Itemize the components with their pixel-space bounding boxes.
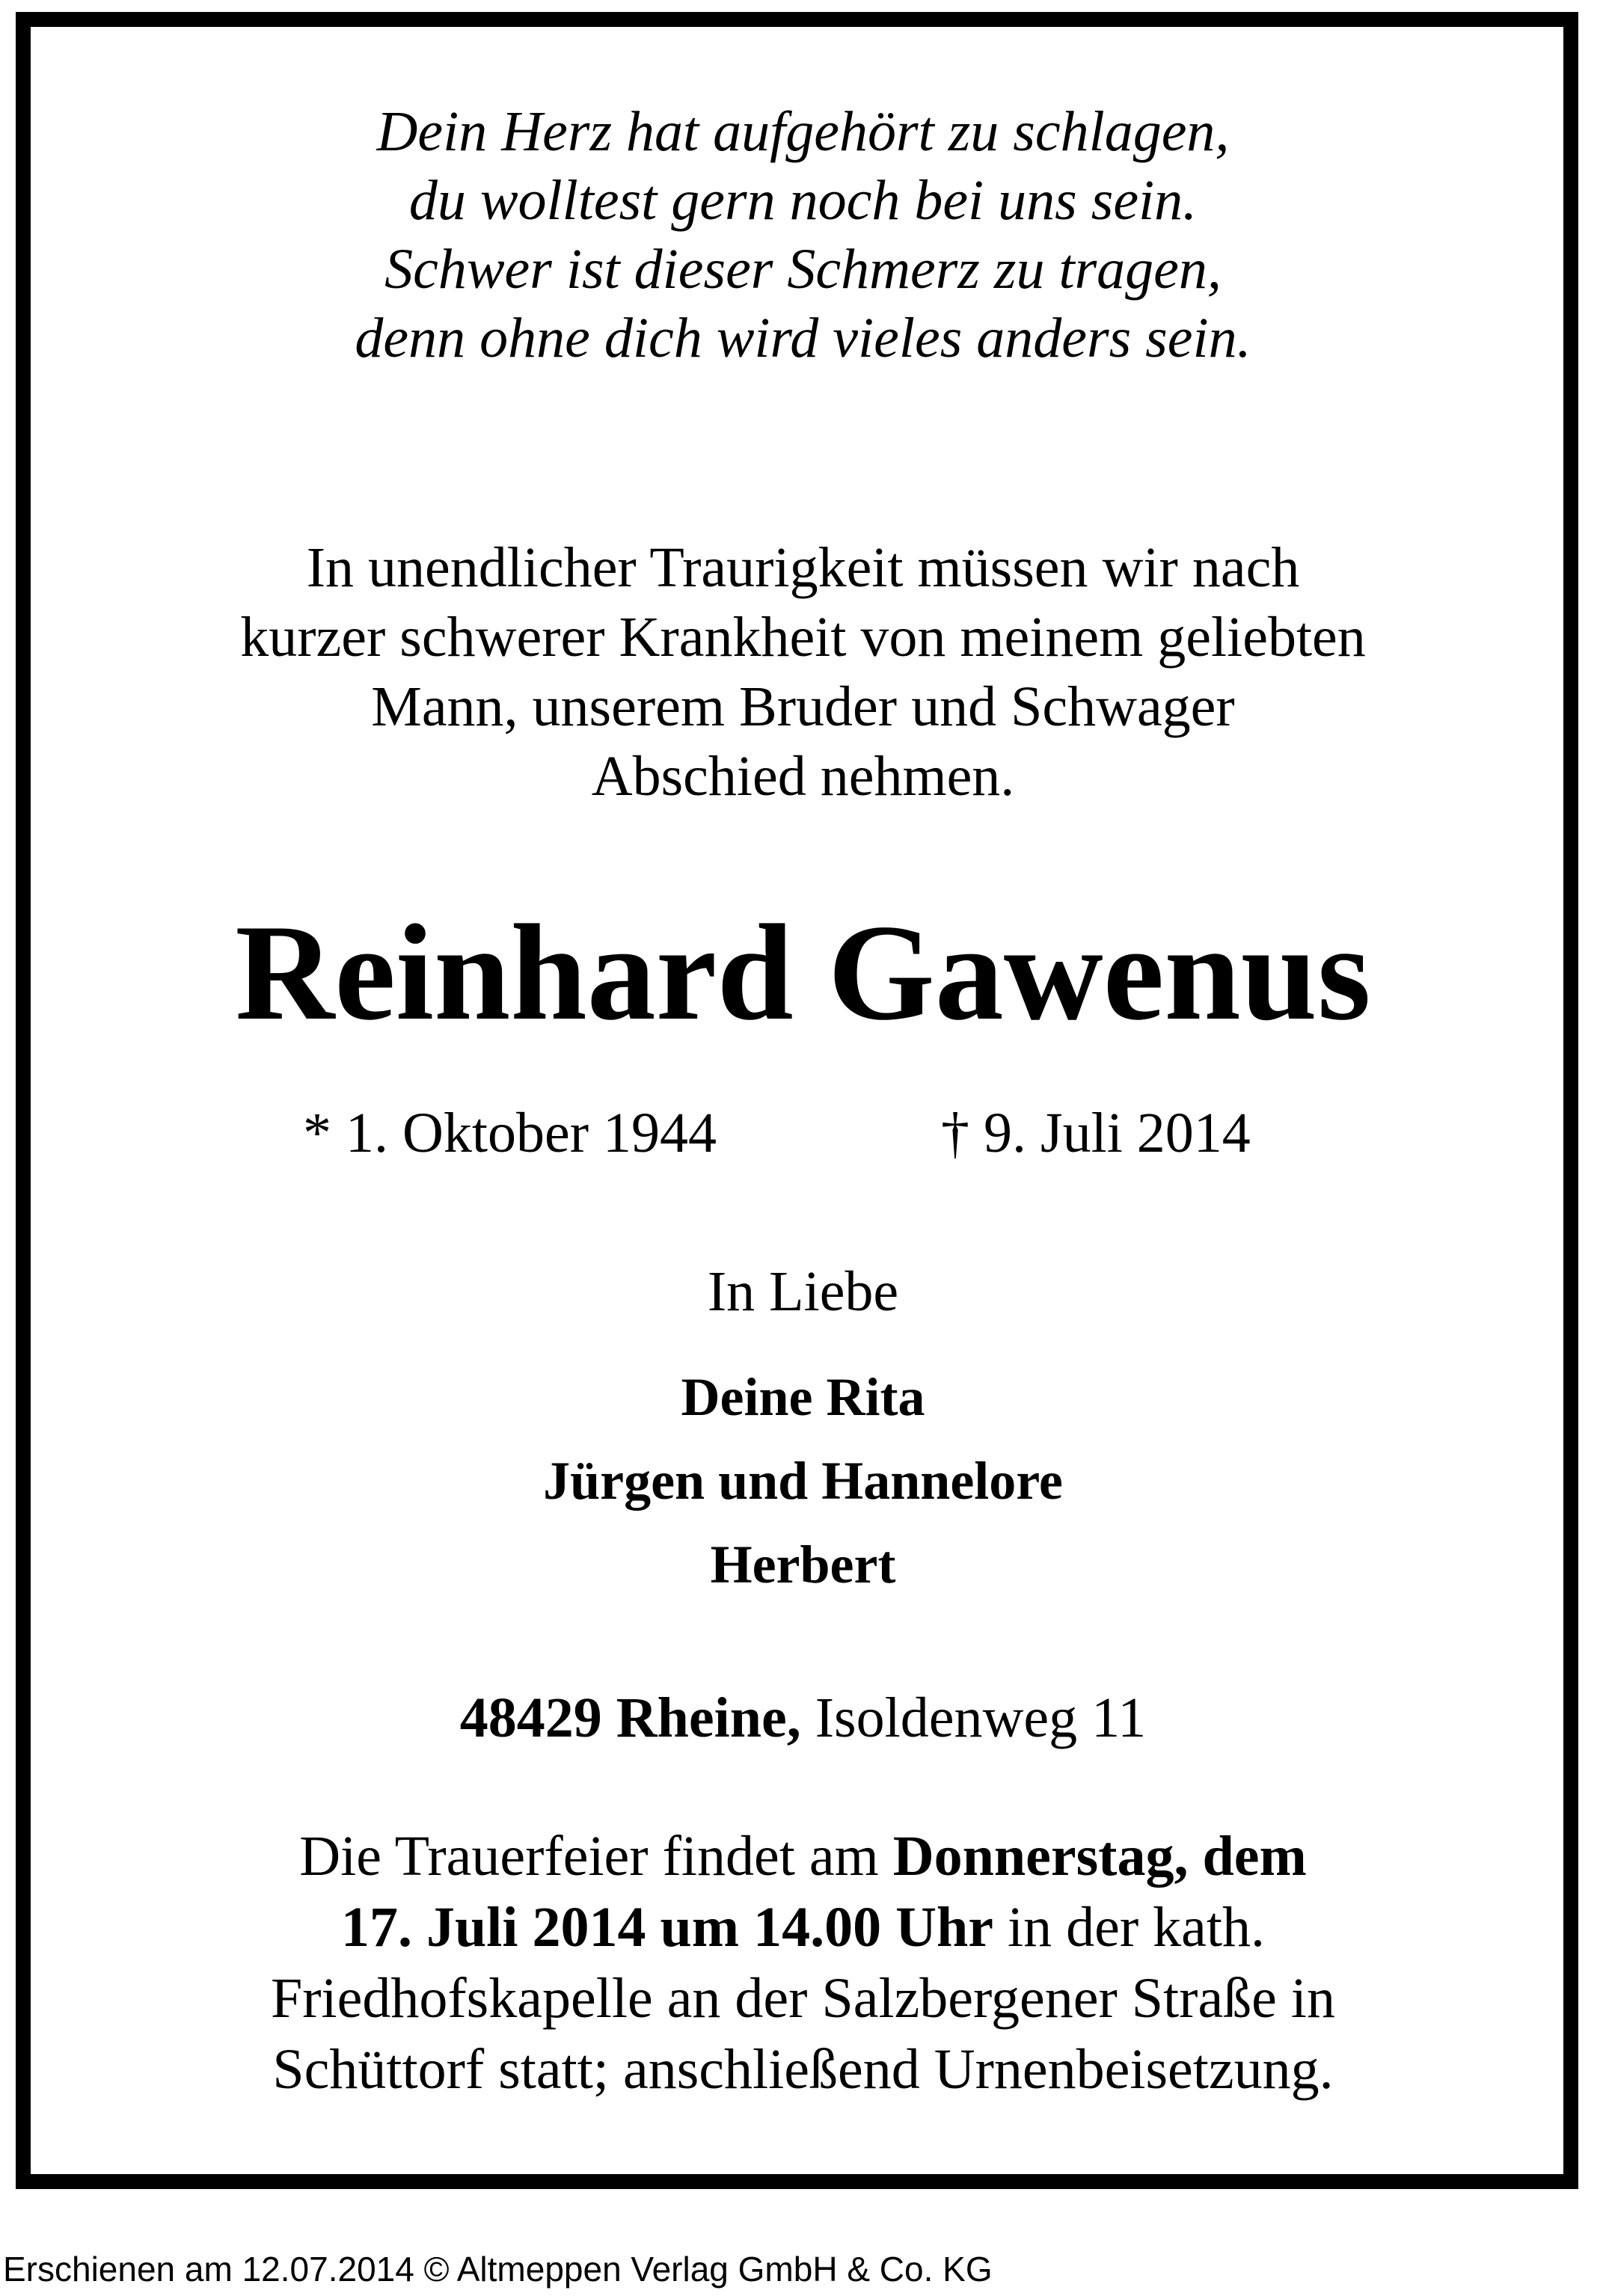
poem-line: Schwer ist dieser Schmerz zu tragen, — [384, 238, 1222, 301]
poem-line: denn ohne dich wird vieles anders sein. — [355, 307, 1251, 369]
service-line-1 — [0, 1821, 1606, 1892]
service-datetime: 17. Juli 2014 um 14.00 Uhr — [341, 1896, 993, 1959]
mourner-name: Deine Rita — [681, 1367, 925, 1427]
deceased-name: Reinhard Gawenus — [235, 896, 1371, 1049]
service-day: Donnerstag, dem — [892, 1825, 1307, 1888]
closing-phrase: In Liebe — [707, 1260, 899, 1323]
poem-line: Dein Herz hat aufgehört zu schlagen, — [376, 100, 1230, 163]
service-line-3: Friedhofskapelle an der Salzbergener Straße in — [270, 1967, 1336, 2030]
announcement-line: Abschied nehmen. — [591, 745, 1015, 808]
poem-line: du wolltest gern noch bei uns sein. — [408, 169, 1198, 232]
address — [0, 1684, 1606, 1752]
address-city: 48429 Rheine, — [459, 1686, 801, 1749]
announcement-line: In unendlicher Traurigkeit müssen wir nach — [306, 536, 1300, 599]
publication-footer: Erschienen am 12.07.2014 © Altmeppen Verlag GmbH & Co. KG — [3, 2250, 993, 2289]
announcement-text — [0, 533, 1606, 811]
mourners-list — [0, 1355, 1606, 1606]
announcement-line: Mann, unserem Bruder und Schwager — [371, 675, 1235, 738]
death-date: † 9. Juli 2014 — [941, 1102, 1251, 1164]
service-text: Die Trauerfeier findet am — [299, 1825, 893, 1888]
service-line-2 — [0, 1892, 1606, 1963]
mourner-name: Jürgen und Hannelore — [543, 1451, 1063, 1511]
mourner-name: Herbert — [710, 1535, 896, 1594]
funeral-service-info — [0, 1821, 1606, 2105]
announcement-line: kurzer schwerer Krankheit von meinem geliebten — [240, 606, 1366, 669]
memorial-poem — [0, 97, 1606, 372]
birth-date: * 1. Oktober 1944 — [303, 1102, 717, 1164]
service-text: in der kath. — [993, 1896, 1265, 1959]
address-street: Isoldenweg 11 — [800, 1686, 1147, 1749]
service-line-4: Schüttorf statt; anschließend Urnenbeisetzung. — [272, 2038, 1334, 2101]
